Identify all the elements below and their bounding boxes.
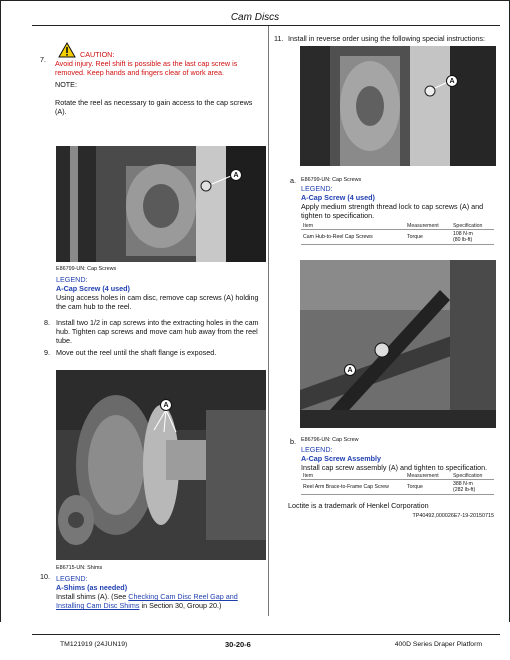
spec-a-value-metric: 108 N·m — [452, 230, 473, 237]
step-b-legend-label: LEGEND: — [301, 445, 333, 454]
header-rule — [32, 25, 500, 26]
step-10-text — [56, 592, 264, 610]
step-10-figure-id: E86715-UN: Shims — [56, 565, 103, 571]
footer-manual-id: TM121919 (24JUN19) — [60, 641, 128, 648]
step-11-number: 11. — [274, 34, 284, 43]
footer-rule — [32, 634, 500, 635]
spec-a-header-specification: Specification — [451, 222, 494, 230]
spec-a-measurement: Torque — [405, 230, 451, 245]
step-a-legend-label: LEGEND: — [301, 184, 333, 193]
step-7-after-text: Using access holes in cam disc, remove cap screws (A) holding the cam hub to the reel. — [56, 293, 259, 311]
shims-photo — [56, 370, 266, 560]
footer-product-name: 400D Series Draper Platform — [394, 641, 482, 648]
footer-page-number: 30-20-6 — [225, 640, 251, 649]
step-7-legend-label: LEGEND: — [56, 275, 88, 284]
step-a-legend-item: A-Cap Screw (4 used) — [301, 193, 375, 202]
callout-a-step11b: A — [344, 364, 356, 376]
caution-icon — [58, 42, 76, 58]
step-10-text-pre: Install shims (A). (See — [56, 592, 127, 601]
caution-label: CAUTION: — [80, 50, 115, 59]
spec-b-value-metric: 388 N·m — [452, 480, 473, 487]
step-a-label: a. — [290, 176, 296, 185]
reel-arm-brace-photo — [300, 260, 496, 428]
page-left-border — [0, 0, 1, 622]
spec-a-header-item: Item — [301, 222, 405, 230]
step-8-text: Install two 1/2 in cap screws into the extracting holes in the cam hub. Tighten cap screws and move cam hub away from the reel tube. — [56, 318, 259, 345]
step-11-text: Install in reverse order using the following special instructions: — [288, 34, 485, 43]
step-b-legend-item: A-Cap Screw Assembly — [301, 454, 382, 463]
step-a-figure-id: E86799-UN: Cap Screws — [301, 177, 362, 183]
step-a-text: Apply medium strength thread lock to cap screws (A) and tighten to specification. — [301, 202, 484, 220]
callout-a-step11a: A — [446, 75, 458, 87]
spec-a-header-measurement: Measurement — [405, 222, 451, 230]
trademark-note: Loctite is a trademark of Henkel Corporation — [288, 501, 429, 510]
spec-b-value-imperial: (282 lb-ft) — [452, 487, 476, 494]
reel-cap-screws-photo — [300, 46, 496, 166]
page-top-border — [0, 0, 510, 1]
step-b-label: b. — [290, 437, 296, 446]
spec-table-a — [301, 222, 494, 245]
step-10-number: 10. — [40, 572, 50, 581]
note-label: NOTE: — [55, 80, 77, 89]
step-7-number: 7. — [40, 55, 46, 64]
spec-a-value-imperial: (80 lb-ft) — [452, 237, 473, 244]
step-7-instruction: Rotate the reel as necessary to gain access to the cap screws (A). — [55, 98, 253, 116]
spec-b-value — [451, 480, 494, 495]
step-10-text-post: in Section 30, Group 20.) — [141, 601, 222, 610]
spec-a-item: Cam Hub-to-Reel Cap Screws — [301, 230, 405, 245]
step-b-text: Install cap screw assembly (A) and tighten to specification. — [301, 463, 488, 472]
spec-b-header-item: Item — [301, 472, 405, 480]
callout-a-step10: A — [160, 399, 172, 411]
spec-table-b — [301, 472, 494, 495]
column-divider — [268, 26, 269, 616]
step-10-legend-label: LEGEND: — [56, 574, 88, 583]
document-code: TP40492,000026E7-19-20150715 — [412, 513, 494, 519]
spec-b-measurement: Torque — [405, 480, 451, 495]
spec-b-header-specification: Specification — [451, 472, 494, 480]
spec-a-value — [451, 230, 494, 245]
spec-b-item: Reel Arm Brace-to-Frame Cap Screw — [301, 480, 405, 495]
callout-a-step7: A — [230, 169, 242, 181]
step-b-figure-id: E86796-UN: Cap Screw — [301, 437, 359, 443]
page-header-title: Cam Discs — [230, 12, 280, 23]
step-9-text: Move out the reel until the shaft flange is exposed. — [56, 348, 217, 357]
step-10-legend-item: A-Shims (as needed) — [56, 583, 128, 592]
step-7-figure-id: E86799-UN: Cap Screws — [56, 266, 117, 272]
checking-cam-disc-link[interactable]: Checking Cam Disc Reel Gap and Installing Cam Disc Shims — [56, 592, 238, 610]
cap-screws-photo — [56, 146, 266, 262]
caution-text: Avoid injury. Reel shift is possible as the last cap screw is removed. Keep hands and fingers clear of work area. — [55, 59, 238, 77]
spec-b-header-measurement: Measurement — [405, 472, 451, 480]
step-7-legend-item: A-Cap Screw (4 used) — [56, 284, 130, 293]
step-9-number: 9. — [44, 348, 50, 357]
step-8-number: 8. — [44, 318, 50, 327]
